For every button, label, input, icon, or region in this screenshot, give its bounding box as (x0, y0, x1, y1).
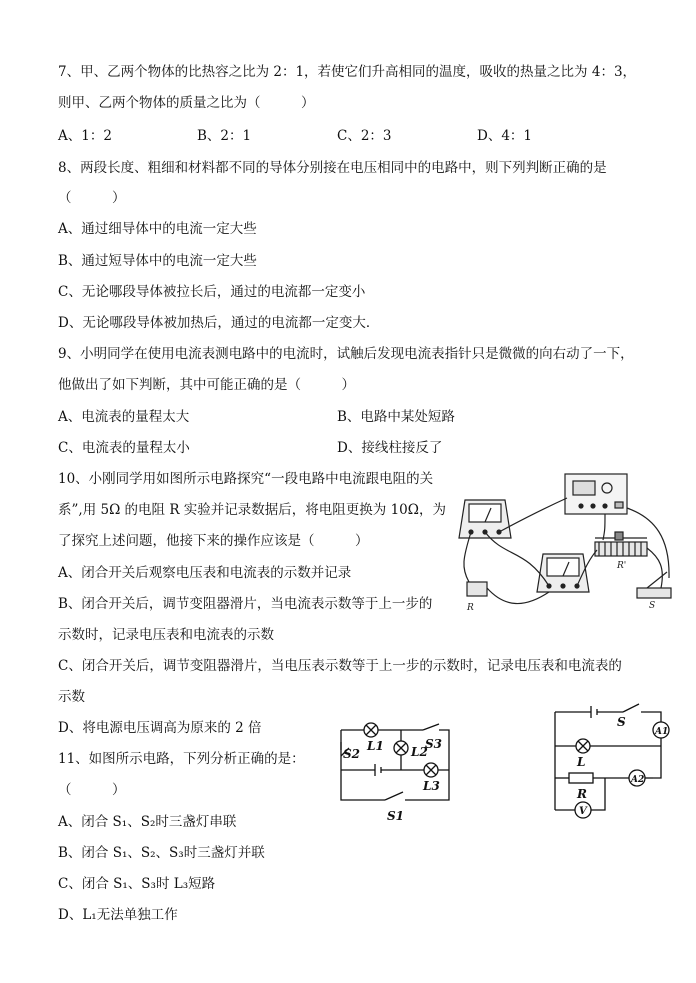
q10-label-s: S (649, 601, 656, 611)
q11-option-d: D、L₁无法单独工作 (58, 907, 178, 923)
q10-stem-line1: 10、小刚同学用如图所示电路探究“一段电路中电流跟电阻的关 (58, 471, 434, 487)
q10-option-b-line2: 示数时，记录电压表和电流表的示数 (58, 627, 274, 643)
q10-stem-line3: 了探究上述问题，他接下来的操作应该是（ ） (58, 533, 369, 549)
q8-option-b: B、通过短导体中的电流一定大些 (58, 253, 257, 269)
q11-meter-circuit-figure (545, 700, 680, 830)
q9-stem-line1: 9、小明同学在使用电流表测电路中的电流时，试触后发现电流表指针只是微微的向右动了一下， (58, 346, 634, 362)
q9-option-c: C、电流表的量程太小 (58, 440, 190, 456)
q11-stem-line1: 11、如图所示电路，下列分析正确的是： (58, 751, 305, 767)
q7-stem-line1: 7、甲、乙两个物体的比热容之比为 2：1，若使它们升高相同的温度，吸收的热量之比为 4：3， (58, 64, 637, 80)
q7-option-b: B、2：1 (197, 128, 252, 144)
q10-label-rp: R' (617, 561, 627, 571)
q11-label-s2: S2 (343, 747, 361, 761)
q9-stem-line2: 他做出了如下判断，其中可能正确的是（ ） (58, 377, 355, 393)
q10-option-a: A、闭合开关后观察电压表和电流表的示数并记录 (58, 565, 352, 581)
q11-option-c: C、闭合 S₁、S₃时 L₃短路 (58, 876, 216, 892)
q9-option-d: D、接线柱接反了 (337, 440, 443, 456)
q10-option-d: D、将电源电压调高为原来的 2 倍 (58, 720, 262, 736)
q11-label-l3: L3 (423, 779, 440, 793)
q10-label-r: R (467, 603, 474, 613)
q11b-label-a1: A1 (655, 727, 669, 737)
q10-apparatus-figure (455, 468, 683, 616)
q11b-label-r: R (577, 787, 587, 801)
q9-option-a: A、电流表的量程太大 (58, 409, 190, 425)
q8-option-d: D、无论哪段导体被加热后，通过的电流都一定变大． (58, 315, 380, 331)
q11b-label-v: V (579, 806, 587, 817)
q11-circuit-figure (335, 720, 455, 828)
q11-option-b: B、闭合 S₁、S₂、S₃时三盏灯并联 (58, 845, 265, 861)
q10-option-b-line1: B、闭合开关后，调节变阻器滑片，当电流表示数等于上一步的 (58, 596, 433, 612)
q11-label-s1: S1 (387, 809, 405, 823)
q8-stem-line1: 8、两段长度、粗细和材料都不同的导体分别接在电压相同中的电路中，则下列判断正确的是 (58, 160, 607, 176)
q11-option-a: A、闭合 S₁、S₂时三盏灯串联 (58, 814, 237, 830)
q11-stem-line2: （ ） (58, 782, 126, 798)
q8-stem-line2: （ ） (58, 190, 126, 206)
q10-stem-line2: 系”,用 5Ω 的电阻 R 实验并记录数据后，将电阻更换为 10Ω，为 (58, 502, 446, 518)
q7-option-c: C、2：3 (337, 128, 392, 144)
q8-option-c: C、无论哪段导体被拉长后，通过的电流都一定变小 (58, 284, 366, 300)
q7-stem-line2: 则甲、乙两个物体的质量之比为（ ） (58, 95, 315, 111)
q11b-label-l: L (577, 755, 586, 769)
q11-label-l1: L1 (367, 739, 384, 753)
q7-option-a: A、1：2 (58, 128, 112, 144)
q11b-label-s: S (617, 715, 626, 729)
q11-label-l2: L2 (411, 745, 428, 759)
q8-option-a: A、通过细导体中的电流一定大些 (58, 221, 257, 237)
q7-option-d: D、4：1 (477, 128, 533, 144)
q11-label-s3: S3 (425, 737, 443, 751)
q10-option-c-line1: C、闭合开关后，调节变阻器滑片，当电压表示数等于上一步的示数时，记录电压表和电流表的 (58, 658, 622, 674)
q11b-label-a2: A2 (631, 775, 645, 785)
q10-option-c-line2: 示数 (58, 689, 85, 705)
q9-option-b: B、电路中某处短路 (337, 409, 455, 425)
